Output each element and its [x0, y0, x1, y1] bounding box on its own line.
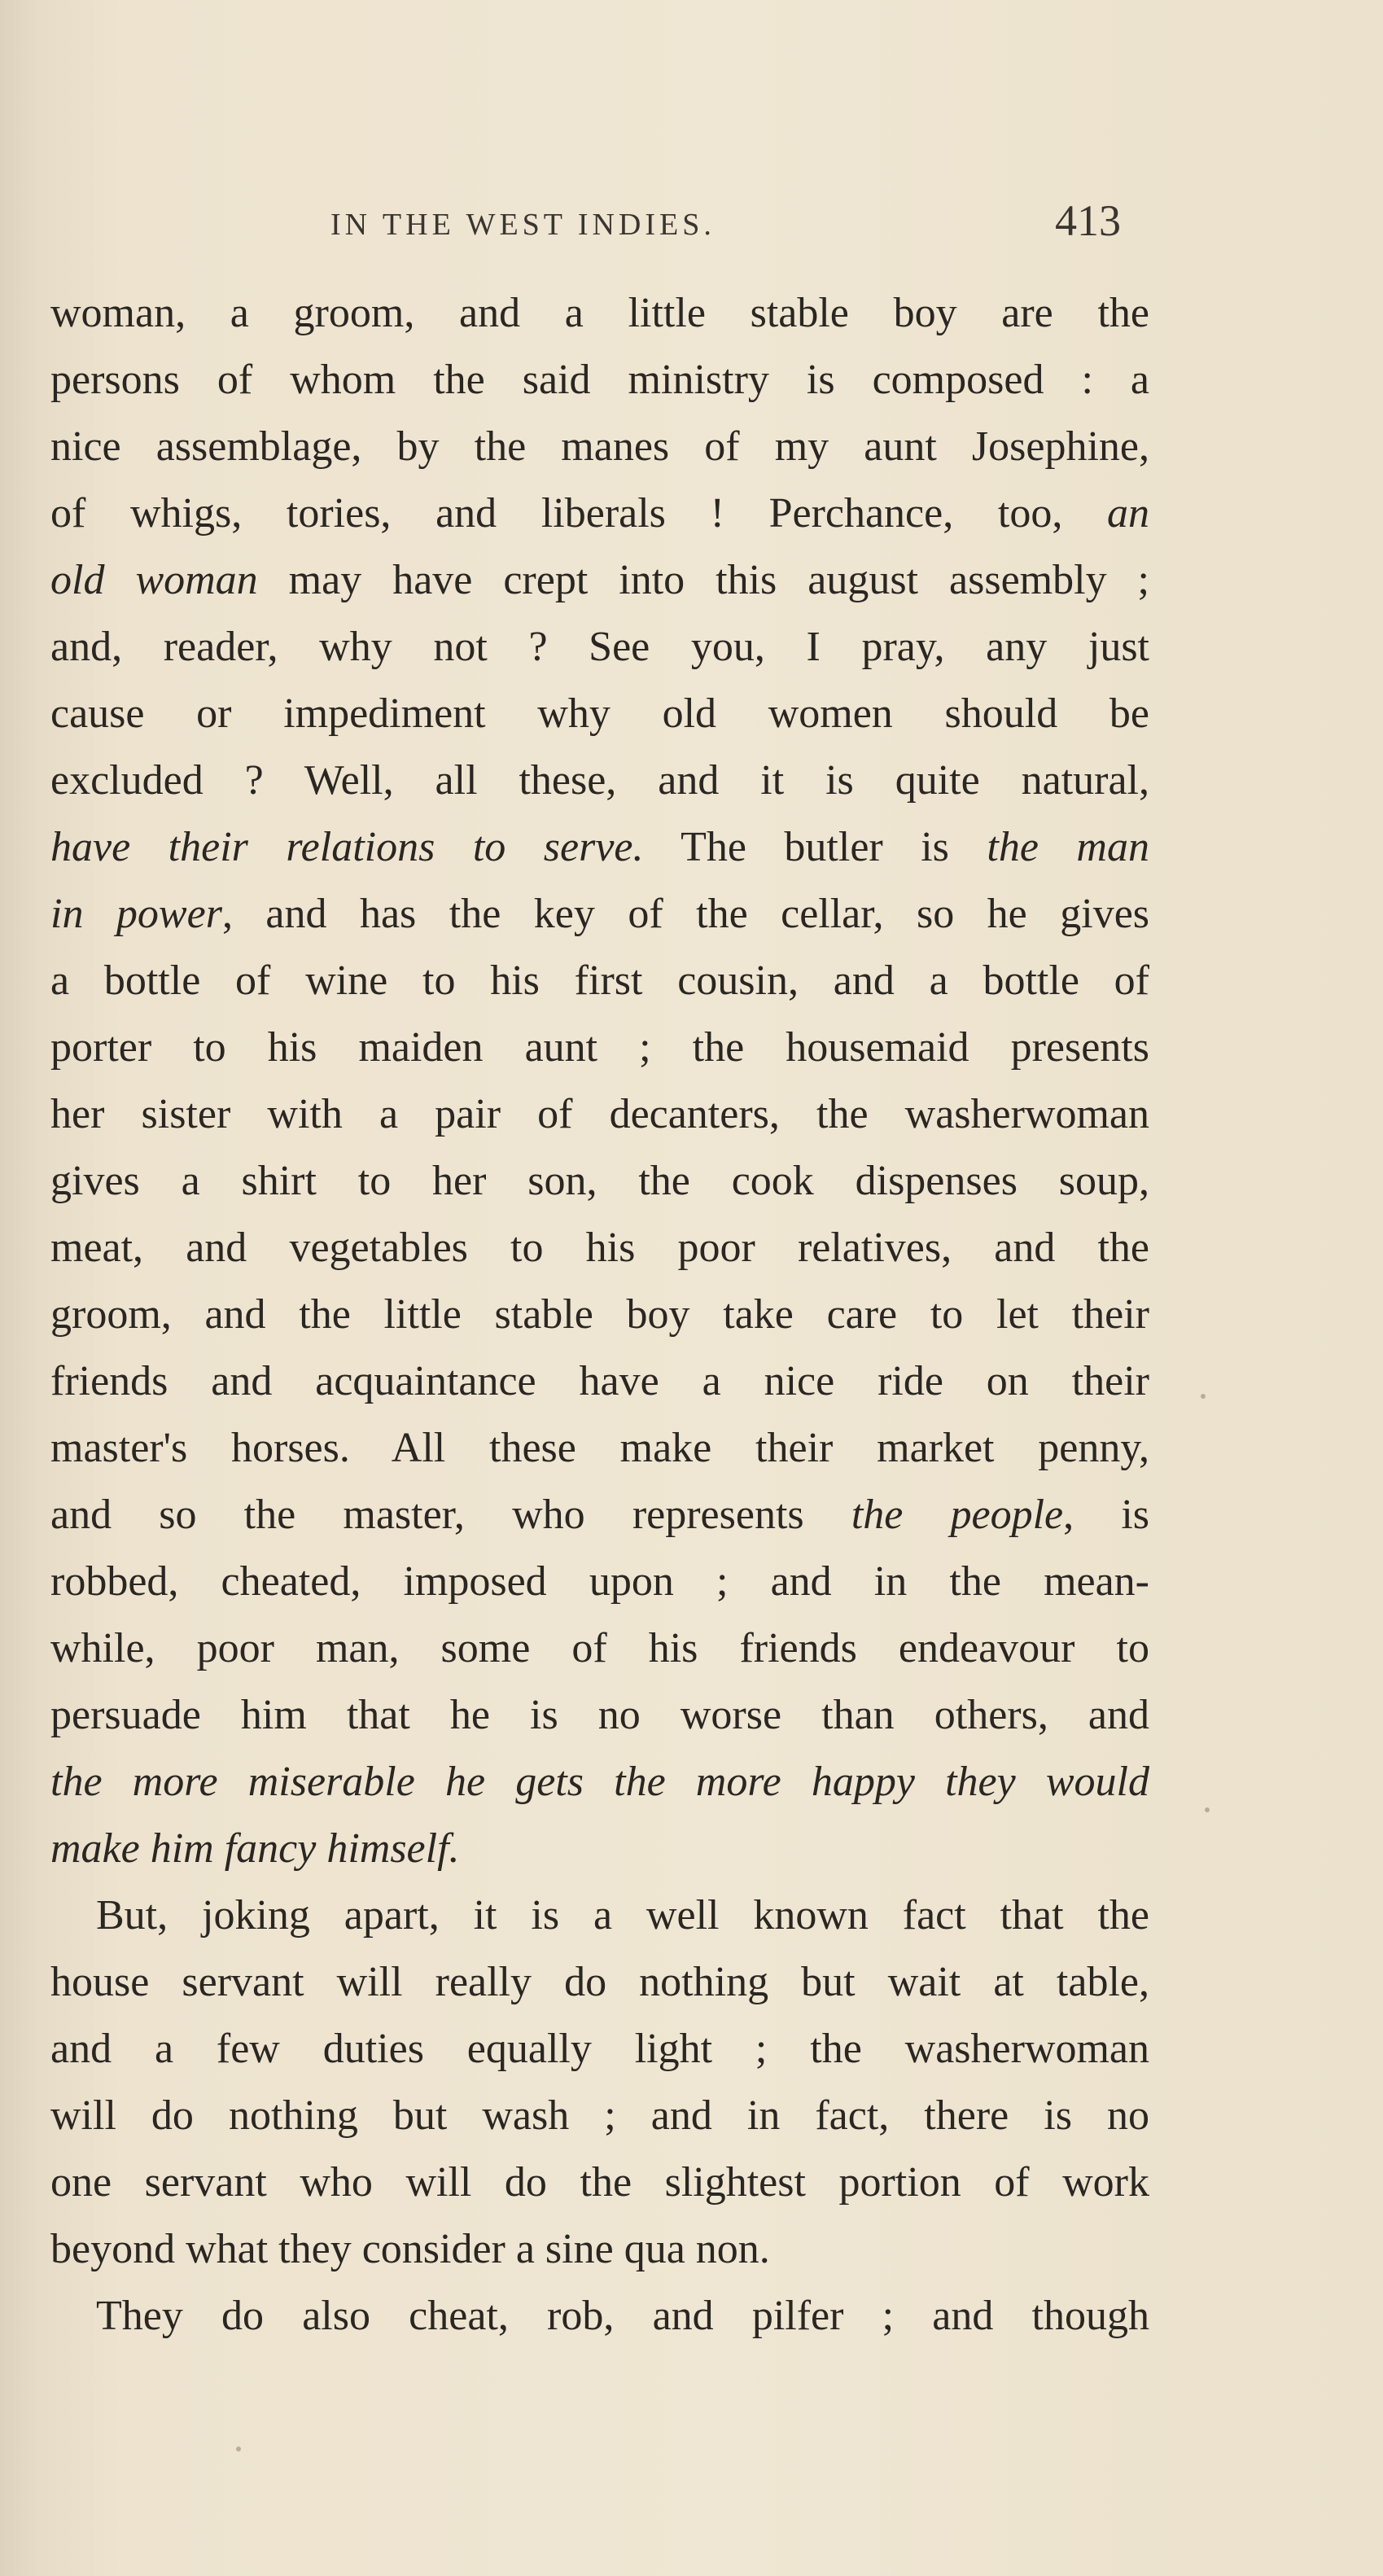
text-segment: master's horses. All these make their market penny,: [50, 1425, 1149, 1471]
text-line: [50, 881, 1149, 948]
text-segment: gives a shirt to her son, the cook dispenses soup,: [50, 1158, 1149, 1204]
text-line: [50, 747, 1149, 814]
text-segment: her sister with a pair of decanters, the washerwoman: [50, 1091, 1149, 1137]
italic-text-segment: in power: [50, 891, 222, 937]
text-line: [50, 1415, 1149, 1482]
text-segment: groom, and the little stable boy take care to let their: [50, 1291, 1149, 1338]
text-segment: may have crept into this august assembly ;: [257, 557, 1149, 603]
text-line: [50, 2216, 1149, 2283]
text-line: [50, 547, 1149, 614]
text-line: [50, 1215, 1149, 1281]
text-line: [50, 1281, 1149, 1348]
text-segment: The butler is: [643, 824, 987, 870]
text-segment: persons of whom the said ministry is composed : a: [50, 357, 1149, 403]
text-line: [50, 1081, 1149, 1148]
text-segment: meat, and vegetables to his poor relatives, and the: [50, 1224, 1149, 1271]
text-segment: and so the master, who represents: [50, 1492, 851, 1538]
text-line: [50, 480, 1149, 547]
text-segment: porter to his maiden aunt ; the housemaid presents: [50, 1024, 1149, 1071]
text-segment: will do nothing but wash ; and in fact, there is no: [50, 2092, 1149, 2139]
page-number: 413: [1055, 196, 1121, 245]
italic-text-segment: have their relations to serve.: [50, 824, 644, 870]
text-line: [50, 1949, 1149, 2016]
text-line: [50, 1882, 1149, 1949]
italic-text-segment: an: [1107, 490, 1149, 537]
text-segment: cause or impediment why old women should be: [50, 690, 1149, 737]
text-line: [50, 2016, 1149, 2083]
text-segment: while, poor man, some of his friends endeavour to: [50, 1625, 1149, 1671]
text-line: [50, 1615, 1149, 1682]
text-segment: They do also cheat, rob, and pilfer ; and though: [96, 2293, 1149, 2339]
text-segment: beyond what they consider a sine qua non.: [50, 2226, 770, 2272]
italic-text-segment: old woman: [50, 557, 258, 603]
text-line: [50, 1014, 1149, 1081]
text-line: [50, 2149, 1149, 2216]
page-header: [0, 189, 1383, 254]
text-segment: robbed, cheated, imposed upon ; and in the mean-: [50, 1558, 1149, 1605]
italic-text-segment: the man: [987, 824, 1149, 870]
paper-speck: [1205, 1807, 1210, 1812]
text-line: [50, 2283, 1149, 2350]
text-line: [50, 948, 1149, 1014]
text-segment: persuade him that he is no worse than others, and: [50, 1692, 1149, 1738]
running-head: IN THE WEST INDIES.: [330, 208, 716, 242]
italic-text-segment: make him fancy himself.: [50, 1825, 460, 1872]
paper-speck: [1201, 1394, 1206, 1399]
text-segment: of whigs, tories, and liberals ! Perchance, too,: [50, 490, 1107, 537]
text-segment: , and has the key of the cellar, so he gives: [221, 891, 1149, 937]
paper-speck: [236, 2447, 241, 2451]
text-line: [50, 414, 1149, 480]
text-segment: nice assemblage, by the manes of my aunt Josephine,: [50, 423, 1149, 470]
text-segment: But, joking apart, it is a well known fact that the: [96, 1892, 1149, 1939]
text-line: [50, 1816, 1149, 1882]
text-segment: woman, a groom, and a little stable boy are the: [50, 290, 1149, 336]
text-line: [50, 347, 1149, 414]
italic-text-segment: the people: [851, 1492, 1064, 1538]
text-line: [50, 814, 1149, 881]
text-segment: , is: [1063, 1492, 1149, 1538]
text-line: [50, 1348, 1149, 1415]
text-segment: friends and acquaintance have a nice ride on their: [50, 1358, 1149, 1404]
text-line: [50, 1682, 1149, 1749]
text-segment: and a few duties equally light ; the washerwoman: [50, 2026, 1149, 2072]
text-line: [50, 1749, 1149, 1816]
text-segment: excluded ? Well, all these, and it is quite natural,: [50, 757, 1149, 804]
text-segment: and, reader, why not ? See you, I pray, any just: [50, 624, 1149, 670]
italic-text-segment: the more miserable he gets the more happy they would: [50, 1759, 1149, 1805]
text-line: [50, 1549, 1149, 1615]
text-line: [50, 2083, 1149, 2149]
text-segment: one servant who will do the slightest portion of work: [50, 2159, 1149, 2206]
text-segment: house servant will really do nothing but wait at table,: [50, 1959, 1149, 2005]
text-line: [50, 1148, 1149, 1215]
text-segment: a bottle of wine to his first cousin, and a bottle of: [50, 957, 1149, 1004]
text-line: [50, 614, 1149, 681]
text-line: [50, 681, 1149, 747]
body-text: [50, 280, 1149, 2350]
text-line: [50, 280, 1149, 347]
text-line: [50, 1482, 1149, 1549]
